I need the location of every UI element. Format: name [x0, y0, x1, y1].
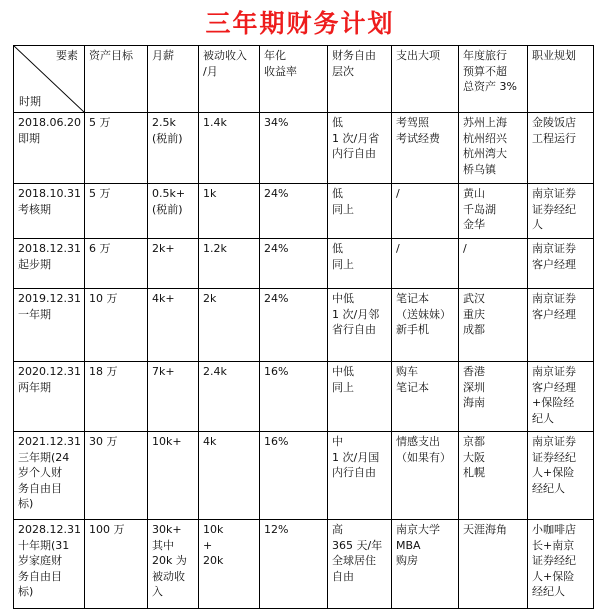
cell-career-plan: 南京证券 客户经理 +保险经 纪人: [528, 362, 594, 432]
cell-asset-target: 30 万: [85, 432, 148, 520]
cell-travel: 黄山 千岛湖 金华: [459, 184, 528, 239]
cell-period: 2018.06.20 即期: [14, 113, 85, 184]
cell-asset-target: 5 万: [85, 113, 148, 184]
cell-travel: 武汉 重庆 成都: [459, 289, 528, 362]
corner-label-elements: 要素: [56, 49, 78, 62]
cell-passive-income: 10k + 20k: [199, 520, 260, 609]
cell-annual-return: 16%: [260, 432, 328, 520]
header-career-plan: 职业规划: [528, 46, 594, 113]
cell-career-plan: 南京证券 客户经理: [528, 289, 594, 362]
cell-asset-target: 100 万: [85, 520, 148, 609]
cell-asset-target: 6 万: [85, 239, 148, 289]
cell-passive-income: 2k: [199, 289, 260, 362]
header-major-expenses: 支出大项: [392, 46, 459, 113]
cell-freedom-level: 中 1 次/月国 内行自由: [328, 432, 392, 520]
cell-passive-income: 1.4k: [199, 113, 260, 184]
table-row: [14, 239, 594, 289]
cell-monthly-salary: 4k+: [148, 289, 199, 362]
cell-major-expenses: /: [392, 239, 459, 289]
cell-asset-target: 5 万: [85, 184, 148, 239]
cell-annual-return: 16%: [260, 362, 328, 432]
cell-major-expenses: /: [392, 184, 459, 239]
cell-annual-return: 12%: [260, 520, 328, 609]
cell-freedom-level: 低 同上: [328, 184, 392, 239]
cell-annual-return: 24%: [260, 184, 328, 239]
header-freedom-level: 财务自由 层次: [328, 46, 392, 113]
header-monthly-salary: 月薪: [148, 46, 199, 113]
table-row: [14, 113, 594, 184]
cell-asset-target: 10 万: [85, 289, 148, 362]
cell-period: 2021.12.31 三年期(24 岁个人财 务自由目 标): [14, 432, 85, 520]
cell-monthly-salary: 2.5k (税前): [148, 113, 199, 184]
cell-monthly-salary: 0.5k+ (税前): [148, 184, 199, 239]
cell-period: 2028.12.31 十年期(31 岁家庭财 务自由目 标): [14, 520, 85, 609]
header-passive-income: 被动收入 /月: [199, 46, 260, 113]
cell-annual-return: 24%: [260, 239, 328, 289]
cell-period: 2020.12.31 两年期: [14, 362, 85, 432]
cell-major-expenses: 考驾照 考试经费: [392, 113, 459, 184]
cell-passive-income: 2.4k: [199, 362, 260, 432]
cell-major-expenses: 情感支出 （如果有）: [392, 432, 459, 520]
cell-period: 2018.10.31 考核期: [14, 184, 85, 239]
cell-freedom-level: 低 1 次/月省 内行自由: [328, 113, 392, 184]
header-annual-return: 年化 收益率: [260, 46, 328, 113]
cell-monthly-salary: 7k+: [148, 362, 199, 432]
cell-passive-income: 1.2k: [199, 239, 260, 289]
header-asset-target: 资产目标: [85, 46, 148, 113]
cell-period: 2019.12.31 一年期: [14, 289, 85, 362]
cell-career-plan: 金陵饭店 工程运行: [528, 113, 594, 184]
cell-annual-return: 34%: [260, 113, 328, 184]
cell-freedom-level: 中低 同上: [328, 362, 392, 432]
table-row: [14, 184, 594, 239]
cell-travel: 天涯海角: [459, 520, 528, 609]
cell-travel: 苏州上海 杭州绍兴 杭州湾大 桥乌镇: [459, 113, 528, 184]
table-row: [14, 289, 594, 362]
table-row: [14, 520, 594, 609]
corner-label-period: 时期: [19, 94, 41, 108]
table-row: [14, 362, 594, 432]
cell-major-expenses: 笔记本 （送妹妹） 新手机: [392, 289, 459, 362]
cell-travel: /: [459, 239, 528, 289]
cell-career-plan: 小咖啡店 长+南京 证券经纪 人+保险 经纪人: [528, 520, 594, 609]
cell-travel: 京都 大阪 札幌: [459, 432, 528, 520]
cell-career-plan: 南京证券 客户经理: [528, 239, 594, 289]
cell-annual-return: 24%: [260, 289, 328, 362]
cell-freedom-level: 低 同上: [328, 239, 392, 289]
cell-monthly-salary: 2k+: [148, 239, 199, 289]
cell-asset-target: 18 万: [85, 362, 148, 432]
cell-career-plan: 南京证券 证券经纪 人: [528, 184, 594, 239]
financial-plan-table: [13, 45, 594, 609]
cell-period: 2018.12.31 起步期: [14, 239, 85, 289]
cell-major-expenses: 购车 笔记本: [392, 362, 459, 432]
table-row: [14, 432, 594, 520]
cell-travel: 香港 深圳 海南: [459, 362, 528, 432]
cell-monthly-salary: 30k+ 其中 20k 为 被动收 入: [148, 520, 199, 609]
header-row: [14, 46, 594, 113]
page-title: 三年期财务计划: [205, 9, 395, 38]
corner-header-cell: [14, 46, 85, 113]
cell-monthly-salary: 10k+: [148, 432, 199, 520]
cell-freedom-level: 高 365 天/年 全球居住 自由: [328, 520, 392, 609]
cell-major-expenses: 南京大学 MBA 购房: [392, 520, 459, 609]
cell-career-plan: 南京证券 证券经纪 人+保险 经纪人: [528, 432, 594, 520]
cell-passive-income: 1k: [199, 184, 260, 239]
cell-passive-income: 4k: [199, 432, 260, 520]
header-travel-budget: 年度旅行 预算不超 总资产 3%: [459, 46, 528, 113]
cell-freedom-level: 中低 1 次/月邻 省行自由: [328, 289, 392, 362]
